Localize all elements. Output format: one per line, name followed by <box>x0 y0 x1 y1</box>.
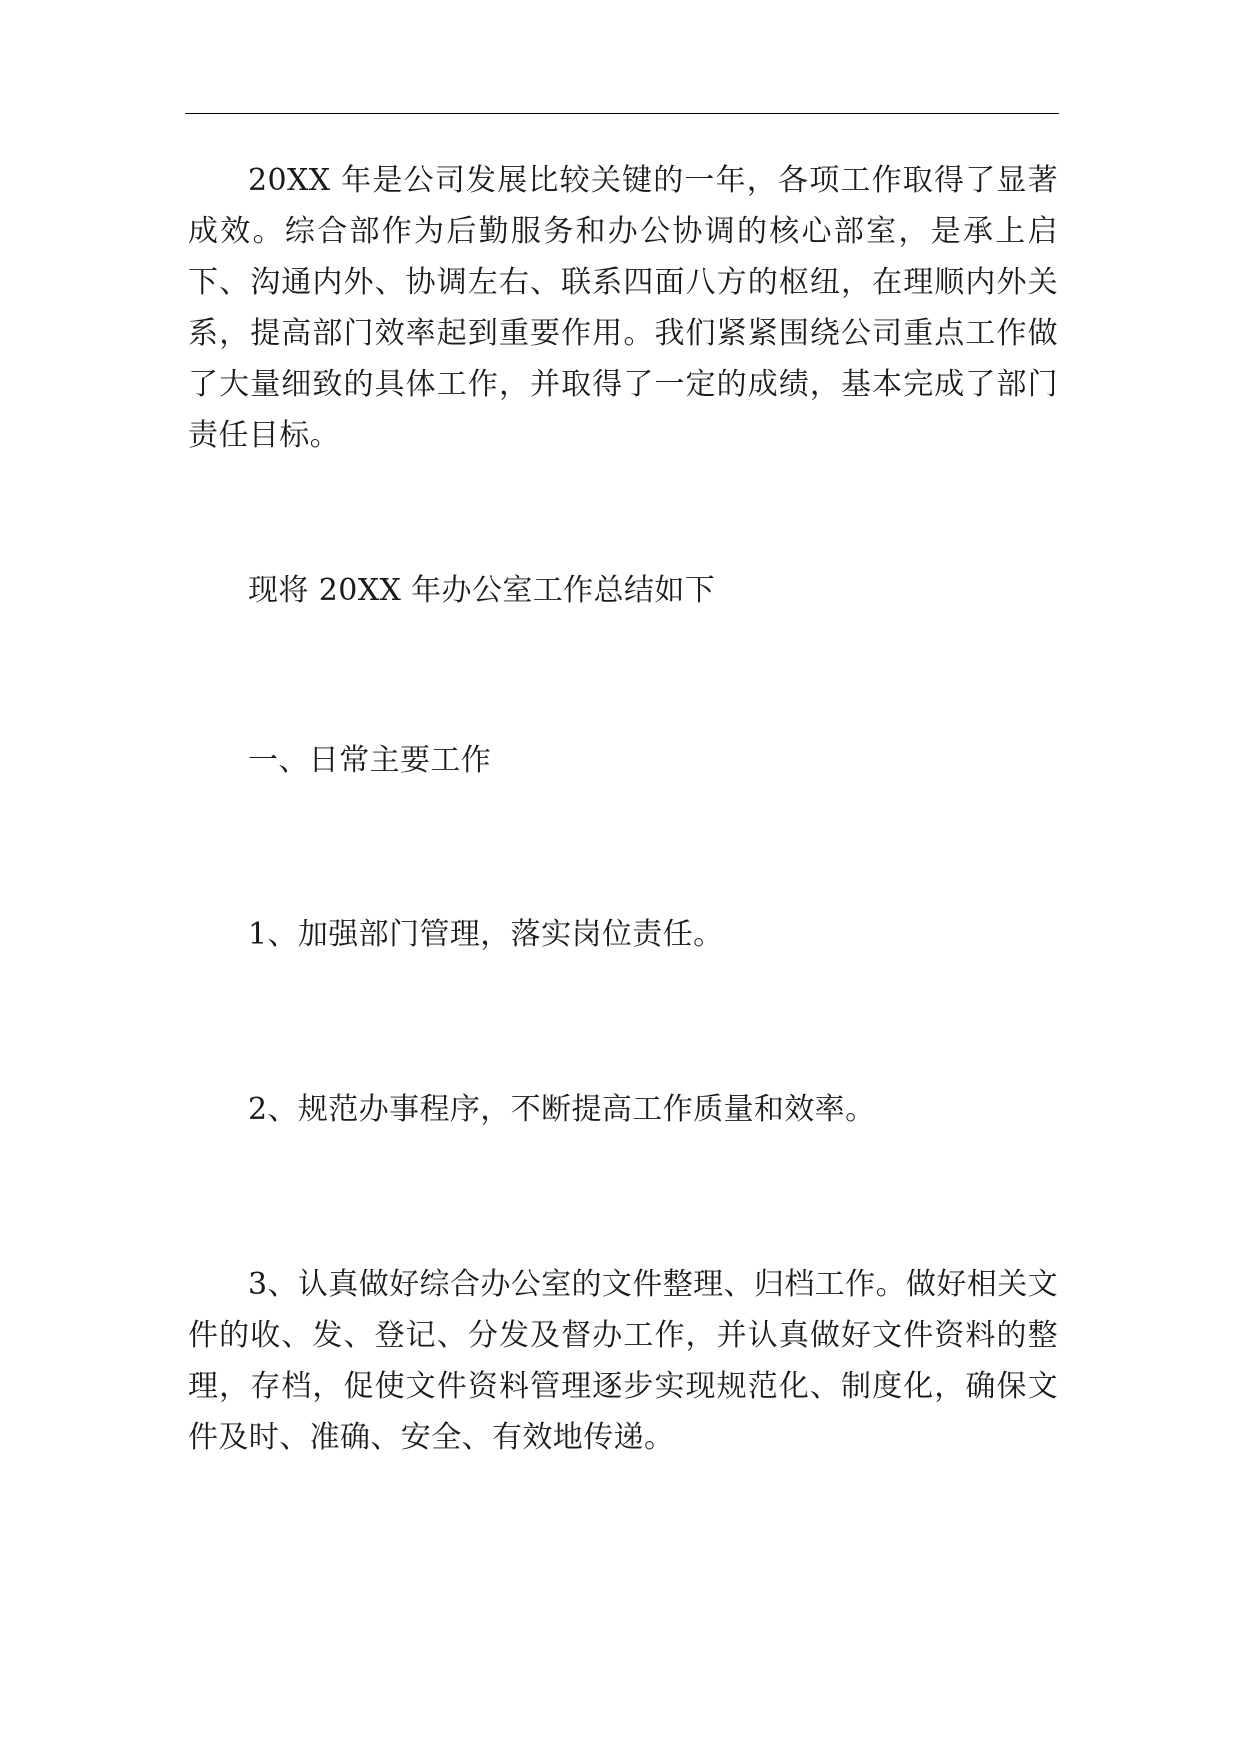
intro-paragraph: 20XX 年是公司发展比较关键的一年，各项工作取得了显著成效。综合部作为后勤服务和办公协调的核心部室，是承上启下、沟通内外、协调左右、联系四面八方的枢纽，在理顺内外关系，提高部门效率起到重要作用。我们紧紧围绕公司重点工作做了大量细致的具体工作，并取得了一定的成绩，基本完成了部门责任目标。 <box>188 163 1058 453</box>
list-item: 3、认真做好综合办公室的文件整理、归档工作。做好相关文件的收、发、登记、分发及督办工作，并认真做好文件资料的整理，存档，促使文件资料管理逐步实现规范化、制度化，确保文件及时、准确、安全、有效地传递。 <box>188 1267 1058 1455</box>
header-rule <box>185 113 1059 114</box>
list-item: 2、规范办事程序，不断提高工作质量和效率。 <box>248 1092 876 1127</box>
section-heading: 一、日常主要工作 <box>248 743 492 778</box>
summary-lead-paragraph: 现将 20XX 年办公室工作总结如下 <box>248 573 716 608</box>
list-item: 1、加强部门管理，落实岗位责任。 <box>248 917 724 952</box>
document-body <box>188 155 1058 1463</box>
